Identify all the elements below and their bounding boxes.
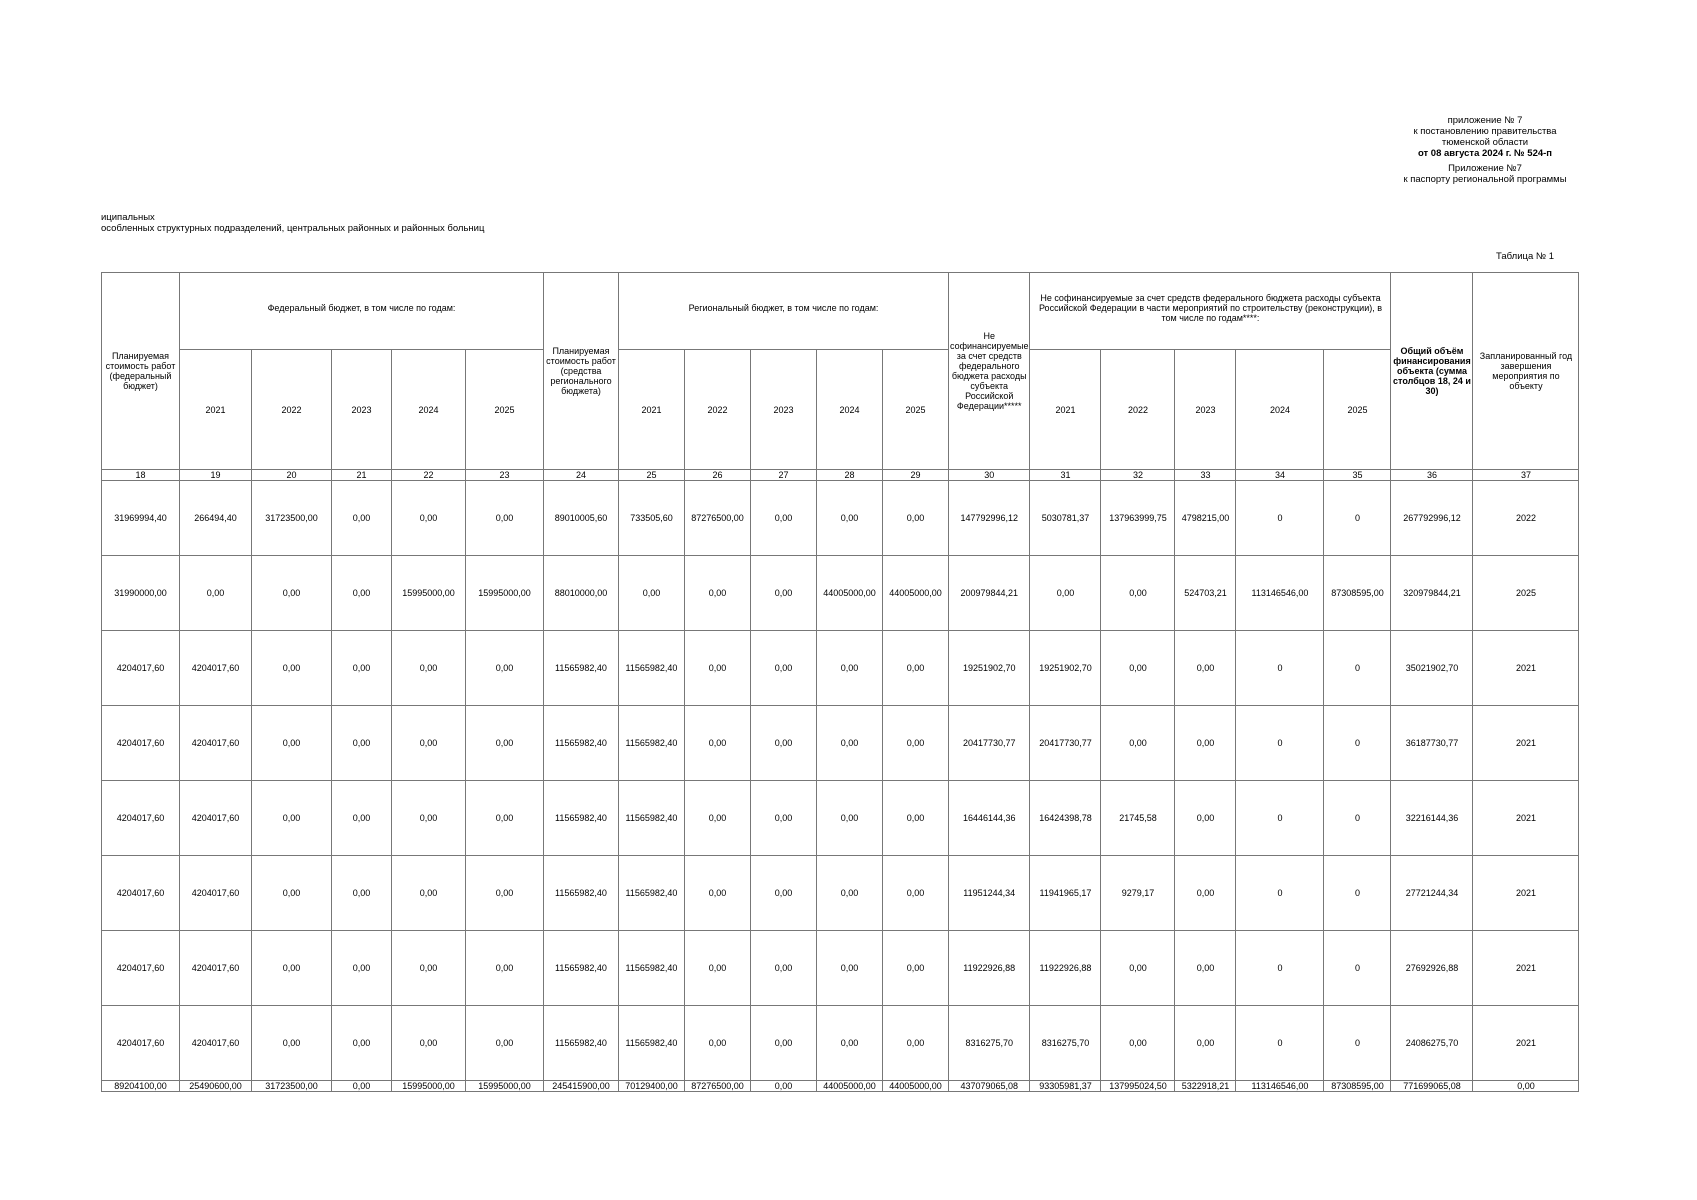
table-cell: 87308595,00 xyxy=(1324,556,1391,631)
total-cell: 44005000,00 xyxy=(883,1081,949,1092)
table-row xyxy=(102,481,1579,556)
total-cell: 771699065,08 xyxy=(1391,1081,1473,1092)
table-cell: 0,00 xyxy=(332,556,392,631)
document-title xyxy=(101,212,484,234)
table-cell: 0 xyxy=(1236,931,1324,1006)
title-line: иципальных xyxy=(101,212,155,223)
table-cell: 2021 xyxy=(1473,1006,1579,1081)
table-cell: 0,00 xyxy=(1175,706,1236,781)
table-cell: 0,00 xyxy=(817,1006,883,1081)
document-header xyxy=(1385,115,1585,185)
table-cell: 2022 xyxy=(1473,481,1579,556)
table-cell: 4204017,60 xyxy=(102,1006,180,1081)
table-cell: 9279,17 xyxy=(1101,856,1175,931)
table-cell: 0 xyxy=(1236,781,1324,856)
column-number: 27 xyxy=(751,470,817,481)
table-row xyxy=(102,781,1579,856)
table-cell: 0,00 xyxy=(817,781,883,856)
table-cell: 137963999,75 xyxy=(1101,481,1175,556)
column-number: 34 xyxy=(1236,470,1324,481)
column-number: 20 xyxy=(252,470,332,481)
table-cell: 0 xyxy=(1324,781,1391,856)
table-cell: 113146546,00 xyxy=(1236,556,1324,631)
table-cell: 0,00 xyxy=(619,556,685,631)
table-cell: 0,00 xyxy=(332,631,392,706)
table-cell: 11565982,40 xyxy=(619,1006,685,1081)
column-number: 33 xyxy=(1175,470,1236,481)
total-cell: 113146546,00 xyxy=(1236,1081,1324,1092)
table-cell: 0,00 xyxy=(466,1006,544,1081)
total-cell: 89204100,00 xyxy=(102,1081,180,1092)
header-line: приложение № 7 xyxy=(1447,115,1523,126)
table-cell: 0,00 xyxy=(392,1006,466,1081)
table-cell: 31969994,40 xyxy=(102,481,180,556)
table-cell: 4204017,60 xyxy=(180,856,252,931)
table-row xyxy=(102,631,1579,706)
table-cell: 15995000,00 xyxy=(466,556,544,631)
table-cell: 0,00 xyxy=(883,781,949,856)
column-number: 18 xyxy=(102,470,180,481)
header-line: к паспорту региональной программы xyxy=(1403,174,1567,185)
total-cell: 245415900,00 xyxy=(544,1081,619,1092)
col-planned-fed-header: Планируемая стоимость работ (федеральный бюджет) xyxy=(102,273,180,470)
table-cell: 0,00 xyxy=(883,1006,949,1081)
table-cell: 11565982,40 xyxy=(619,931,685,1006)
year-header: 2022 xyxy=(1101,350,1175,470)
table-cell: 147792996,12 xyxy=(949,481,1030,556)
table-cell: 0 xyxy=(1236,631,1324,706)
total-cell: 0,00 xyxy=(751,1081,817,1092)
column-number: 21 xyxy=(332,470,392,481)
totals-row xyxy=(102,1081,1579,1092)
table-cell: 0,00 xyxy=(332,1006,392,1081)
total-cell: 437079065,08 xyxy=(949,1081,1030,1092)
year-header: 2024 xyxy=(392,350,466,470)
table-cell: 32216144,36 xyxy=(1391,781,1473,856)
table-cell: 0 xyxy=(1236,856,1324,931)
column-number: 28 xyxy=(817,470,883,481)
table-cell: 0,00 xyxy=(466,631,544,706)
table-cell: 0,00 xyxy=(180,556,252,631)
col-planned-reg-header: Планируемая стоимость работ (средства регионального бюджета) xyxy=(544,273,619,470)
table-cell: 267792996,12 xyxy=(1391,481,1473,556)
total-cell: 25490600,00 xyxy=(180,1081,252,1092)
col-total-volume-header: Общий объём финансирования объекта (сумма столбцов 18, 24 и 30) xyxy=(1391,273,1473,470)
finance-table xyxy=(101,272,1579,1092)
table-cell: 11565982,40 xyxy=(544,706,619,781)
total-cell: 31723500,00 xyxy=(252,1081,332,1092)
table-cell: 0,00 xyxy=(1175,931,1236,1006)
table-cell: 24086275,70 xyxy=(1391,1006,1473,1081)
table-cell: 4204017,60 xyxy=(180,1006,252,1081)
table-cell: 200979844,21 xyxy=(949,556,1030,631)
table-number: Таблица № 1 xyxy=(1496,251,1555,262)
table-cell: 4204017,60 xyxy=(180,781,252,856)
year-header: 2021 xyxy=(619,350,685,470)
table-row xyxy=(102,931,1579,1006)
table-cell: 0,00 xyxy=(685,706,751,781)
column-number: 23 xyxy=(466,470,544,481)
table-cell: 0,00 xyxy=(883,931,949,1006)
table-row xyxy=(102,856,1579,931)
table-cell: 0,00 xyxy=(392,631,466,706)
table-cell: 0 xyxy=(1324,631,1391,706)
total-cell: 15995000,00 xyxy=(466,1081,544,1092)
table-cell: 27721244,34 xyxy=(1391,856,1473,931)
table-cell: 21745,58 xyxy=(1101,781,1175,856)
table-cell: 8316275,70 xyxy=(1030,1006,1101,1081)
table-cell: 0,00 xyxy=(751,1006,817,1081)
table-cell: 524703,21 xyxy=(1175,556,1236,631)
column-number: 36 xyxy=(1391,470,1473,481)
total-cell: 87308595,00 xyxy=(1324,1081,1391,1092)
col-not-cofin-header: Не софинансируемые за счет средств федерального бюджета расходы субъекта Российской Федерации***** xyxy=(949,273,1030,470)
year-header: 2023 xyxy=(332,350,392,470)
table-cell: 0,00 xyxy=(883,856,949,931)
table-cell: 0,00 xyxy=(751,856,817,931)
table-cell: 0,00 xyxy=(1101,1006,1175,1081)
year-header: 2025 xyxy=(466,350,544,470)
header-line: Приложение №7 xyxy=(1448,163,1522,174)
table-row xyxy=(102,706,1579,781)
table-cell: 0,00 xyxy=(332,931,392,1006)
table-cell: 0,00 xyxy=(1175,631,1236,706)
table-cell: 0,00 xyxy=(817,631,883,706)
column-number: 32 xyxy=(1101,470,1175,481)
table-cell: 8316275,70 xyxy=(949,1006,1030,1081)
table-cell: 44005000,00 xyxy=(883,556,949,631)
col-completion-year-header: Запланированный год завершения мероприятия по объекту xyxy=(1473,273,1579,470)
column-number: 19 xyxy=(180,470,252,481)
table-cell: 0,00 xyxy=(252,781,332,856)
table-cell: 2021 xyxy=(1473,706,1579,781)
table-cell: 11565982,40 xyxy=(619,781,685,856)
total-cell: 5322918,21 xyxy=(1175,1081,1236,1092)
table-cell: 11565982,40 xyxy=(544,931,619,1006)
table-cell: 0,00 xyxy=(1030,556,1101,631)
table-cell: 0,00 xyxy=(1101,931,1175,1006)
table-cell: 0,00 xyxy=(466,781,544,856)
table-cell: 0,00 xyxy=(392,931,466,1006)
table-cell: 88010000,00 xyxy=(544,556,619,631)
table-cell: 4204017,60 xyxy=(102,856,180,931)
table-cell: 0,00 xyxy=(1175,856,1236,931)
table-cell: 4204017,60 xyxy=(180,706,252,781)
column-number: 26 xyxy=(685,470,751,481)
table-cell: 0 xyxy=(1324,706,1391,781)
table-cell: 0,00 xyxy=(883,706,949,781)
table-cell: 0,00 xyxy=(332,706,392,781)
table-cell: 0,00 xyxy=(751,631,817,706)
table-cell: 0,00 xyxy=(466,931,544,1006)
column-number: 29 xyxy=(883,470,949,481)
table-cell: 11565982,40 xyxy=(544,1006,619,1081)
total-cell: 70129400,00 xyxy=(619,1081,685,1092)
table-cell: 0 xyxy=(1324,931,1391,1006)
table-cell: 0,00 xyxy=(252,556,332,631)
table-cell: 0,00 xyxy=(817,481,883,556)
table-row xyxy=(102,556,1579,631)
table-cell: 0 xyxy=(1324,856,1391,931)
table-cell: 0,00 xyxy=(466,856,544,931)
fed-budget-group-header: Федеральный бюджет, в том числе по годам: xyxy=(180,273,544,350)
table-cell: 0,00 xyxy=(751,556,817,631)
total-cell: 137995024,50 xyxy=(1101,1081,1175,1092)
year-header: 2021 xyxy=(180,350,252,470)
table-cell: 0,00 xyxy=(751,931,817,1006)
table-cell: 0,00 xyxy=(817,931,883,1006)
table-cell: 44005000,00 xyxy=(817,556,883,631)
table-cell: 2021 xyxy=(1473,781,1579,856)
table-cell: 266494,40 xyxy=(180,481,252,556)
column-number: 35 xyxy=(1324,470,1391,481)
table-cell: 31723500,00 xyxy=(252,481,332,556)
table-cell: 0,00 xyxy=(392,781,466,856)
total-cell: 0,00 xyxy=(332,1081,392,1092)
table-cell: 2021 xyxy=(1473,856,1579,931)
table-cell: 733505,60 xyxy=(619,481,685,556)
header-decree: от 08 августа 2024 г. № 524-п xyxy=(1417,148,1553,159)
table-cell: 4204017,60 xyxy=(102,631,180,706)
table-cell: 89010005,60 xyxy=(544,481,619,556)
column-number: 22 xyxy=(392,470,466,481)
table-cell: 87276500,00 xyxy=(685,481,751,556)
table-cell: 0,00 xyxy=(751,706,817,781)
table-cell: 0,00 xyxy=(1101,556,1175,631)
table-cell: 15995000,00 xyxy=(392,556,466,631)
table-cell: 0,00 xyxy=(252,631,332,706)
table-cell: 0,00 xyxy=(685,856,751,931)
table-cell: 0,00 xyxy=(252,931,332,1006)
table-cell: 0,00 xyxy=(332,856,392,931)
table-cell: 11941965,17 xyxy=(1030,856,1101,931)
total-cell: 87276500,00 xyxy=(685,1081,751,1092)
table-cell: 0,00 xyxy=(466,481,544,556)
table-cell: 16424398,78 xyxy=(1030,781,1101,856)
column-number: 24 xyxy=(544,470,619,481)
table-cell: 4204017,60 xyxy=(102,931,180,1006)
table-cell: 0,00 xyxy=(685,931,751,1006)
header-line: тюменской области xyxy=(1441,137,1529,148)
table-cell: 11565982,40 xyxy=(619,631,685,706)
reg-budget-group-header: Региональный бюджет, в том числе по годам: xyxy=(619,273,949,350)
table-cell: 35021902,70 xyxy=(1391,631,1473,706)
table-cell: 11565982,40 xyxy=(544,781,619,856)
table-cell: 11565982,40 xyxy=(544,856,619,931)
table-cell: 5030781,37 xyxy=(1030,481,1101,556)
table-cell: 31990000,00 xyxy=(102,556,180,631)
table-cell: 0 xyxy=(1236,481,1324,556)
year-header: 2024 xyxy=(1236,350,1324,470)
not-cofin-group-header: Не софинансируемые за счет средств федерального бюджета расходы субъекта Российской Федерации в части мероприятий по строительству (реконструкции), в том числе по годам****: xyxy=(1030,273,1391,350)
total-cell: 0,00 xyxy=(1473,1081,1579,1092)
column-number: 31 xyxy=(1030,470,1101,481)
table-cell: 0,00 xyxy=(1175,1006,1236,1081)
column-number: 37 xyxy=(1473,470,1579,481)
table-cell: 20417730,77 xyxy=(949,706,1030,781)
total-cell: 15995000,00 xyxy=(392,1081,466,1092)
table-cell: 4204017,60 xyxy=(102,706,180,781)
table-cell: 0,00 xyxy=(685,631,751,706)
header-line: к постановлению правительства xyxy=(1413,126,1557,137)
table-cell: 320979844,21 xyxy=(1391,556,1473,631)
table-cell: 0,00 xyxy=(392,481,466,556)
column-number: 25 xyxy=(619,470,685,481)
table-cell: 0,00 xyxy=(817,856,883,931)
table-cell: 19251902,70 xyxy=(949,631,1030,706)
table-cell: 19251902,70 xyxy=(1030,631,1101,706)
table-cell: 0,00 xyxy=(392,706,466,781)
year-header: 2025 xyxy=(1324,350,1391,470)
title-line: особленных структурных подразделений, центральных районных и районных больниц xyxy=(101,223,485,234)
table-cell: 0,00 xyxy=(252,706,332,781)
table-cell: 0,00 xyxy=(883,631,949,706)
year-header: 2023 xyxy=(751,350,817,470)
table-cell: 0,00 xyxy=(392,856,466,931)
table-cell: 11565982,40 xyxy=(619,856,685,931)
table-cell: 11922926,88 xyxy=(949,931,1030,1006)
total-cell: 44005000,00 xyxy=(817,1081,883,1092)
year-header: 2025 xyxy=(883,350,949,470)
table-cell: 0 xyxy=(1236,1006,1324,1081)
table-cell: 4798215,00 xyxy=(1175,481,1236,556)
table-cell: 4204017,60 xyxy=(102,781,180,856)
table-cell: 0,00 xyxy=(751,781,817,856)
table-cell: 0,00 xyxy=(883,481,949,556)
year-header: 2022 xyxy=(685,350,751,470)
table-row xyxy=(102,1006,1579,1081)
table-cell: 4204017,60 xyxy=(180,931,252,1006)
table-cell: 0,00 xyxy=(817,706,883,781)
table-cell: 0,00 xyxy=(685,1006,751,1081)
table-cell: 2021 xyxy=(1473,631,1579,706)
total-cell: 93305981,37 xyxy=(1030,1081,1101,1092)
table-cell: 0,00 xyxy=(1175,781,1236,856)
table-cell: 0,00 xyxy=(751,481,817,556)
table-cell: 0,00 xyxy=(1101,706,1175,781)
year-header: 2024 xyxy=(817,350,883,470)
table-cell: 0 xyxy=(1236,706,1324,781)
column-number: 30 xyxy=(949,470,1030,481)
table-cell: 4204017,60 xyxy=(180,631,252,706)
table-cell: 0 xyxy=(1324,1006,1391,1081)
table-cell: 0,00 xyxy=(252,856,332,931)
table-cell: 0 xyxy=(1324,481,1391,556)
table-cell: 20417730,77 xyxy=(1030,706,1101,781)
table-cell: 0,00 xyxy=(252,1006,332,1081)
table-cell: 2021 xyxy=(1473,931,1579,1006)
table-cell: 0,00 xyxy=(332,781,392,856)
table-cell: 2025 xyxy=(1473,556,1579,631)
year-header: 2021 xyxy=(1030,350,1101,470)
table-cell: 11565982,40 xyxy=(619,706,685,781)
year-header: 2023 xyxy=(1175,350,1236,470)
table-cell: 0,00 xyxy=(685,556,751,631)
table-cell: 16446144,36 xyxy=(949,781,1030,856)
table-cell: 36187730,77 xyxy=(1391,706,1473,781)
table-cell: 0,00 xyxy=(685,781,751,856)
table-cell: 0,00 xyxy=(466,706,544,781)
table-cell: 11922926,88 xyxy=(1030,931,1101,1006)
table-cell: 11565982,40 xyxy=(544,631,619,706)
year-header: 2022 xyxy=(252,350,332,470)
table-cell: 11951244,34 xyxy=(949,856,1030,931)
table-cell: 0,00 xyxy=(332,481,392,556)
table-cell: 0,00 xyxy=(1101,631,1175,706)
table-cell: 27692926,88 xyxy=(1391,931,1473,1006)
